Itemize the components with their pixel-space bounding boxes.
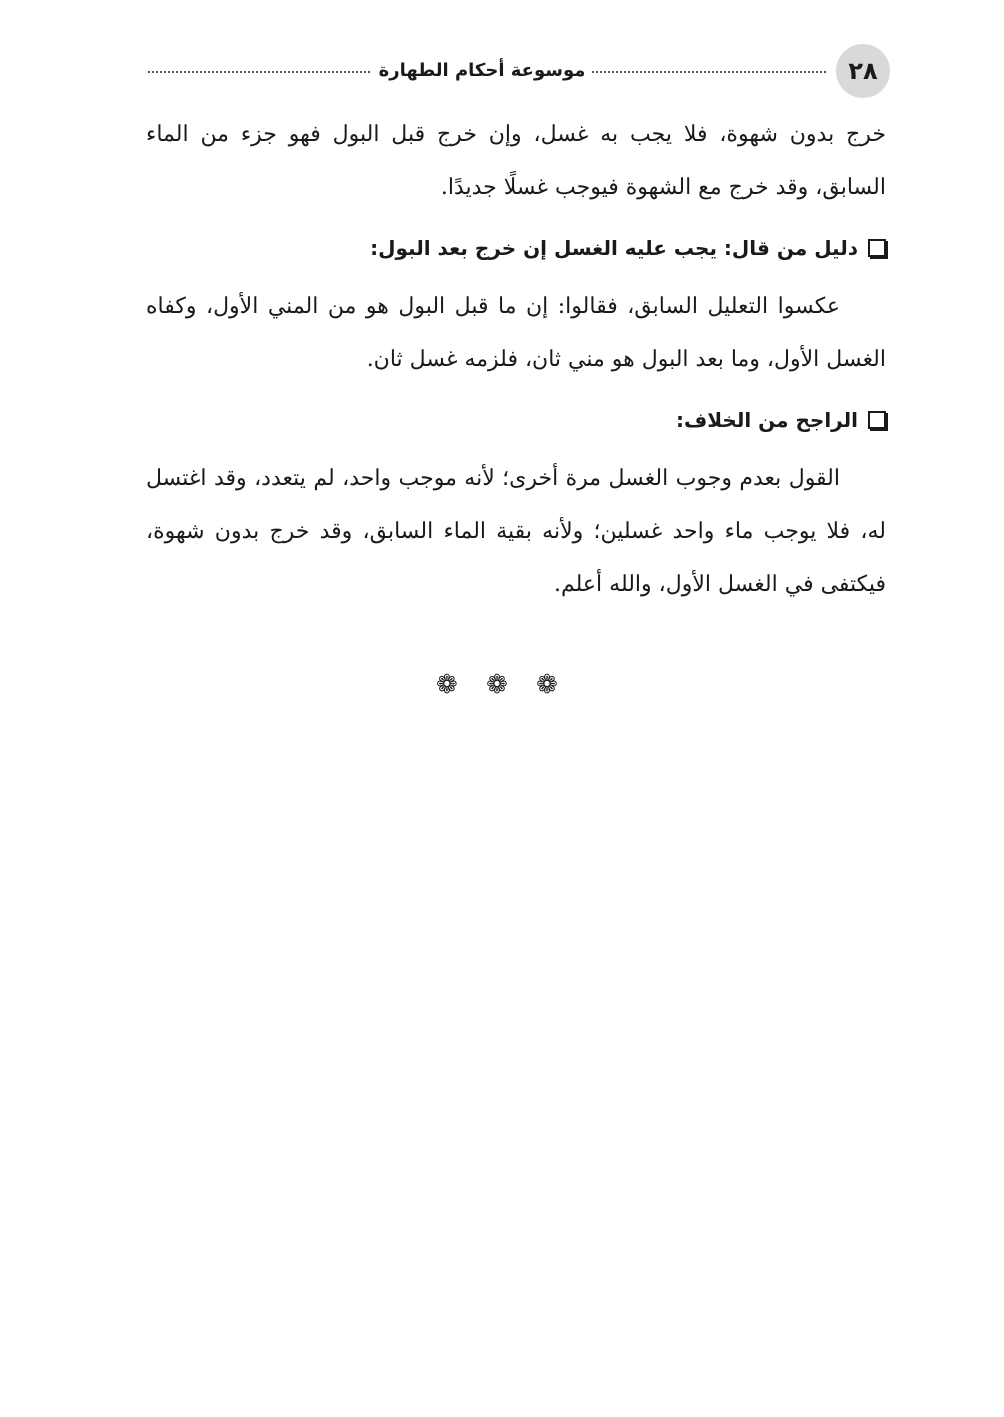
section-end-ornament: ❁ ❁ ❁ [436, 670, 568, 700]
checkbox-icon [868, 411, 886, 429]
checkbox-icon [868, 239, 886, 257]
paragraph-evidence: عكسوا التعليل السابق، فقالوا: إن ما قبل البول هو من المني الأول، وكفاه الغسل الأول، وما بعد البول هو مني ثان، فلزمه غسل ثان. [146, 294, 886, 372]
section-heading-text: دليل من قال: يجب عليه الغسل إن خرج بعد البول: [370, 236, 858, 260]
page-body [146, 108, 886, 611]
section-heading-preferred [146, 392, 886, 448]
header-dotted-rule-right [592, 71, 826, 73]
paragraph-continued: خرج بدون شهوة، فلا يجب به غسل، وإن خرج قبل البول فهو جزء من الماء السابق، وقد خرج مع الشهوة فيوجب غسلًا جديدًا. [146, 122, 886, 200]
running-title: موسوعة أحكام الطهارة [378, 60, 586, 81]
paragraph-preferred: القول بعدم وجوب الغسل مرة أخرى؛ لأنه موجب واحد، لم يتعدد، وقد اغتسل له، فلا يوجب ماء واحد غسلين؛ ولأنه بقية الماء السابق، وقد خرج بدون شهوة، فيكتفى في الغسل الأول، والله أعلم. [146, 466, 886, 597]
running-header [146, 44, 890, 98]
section-heading-text: الراجح من الخلاف: [676, 408, 858, 432]
header-dotted-rule-left [148, 71, 370, 73]
section-heading-evidence [146, 220, 886, 276]
page-number-badge: ٢٨ [836, 44, 890, 98]
